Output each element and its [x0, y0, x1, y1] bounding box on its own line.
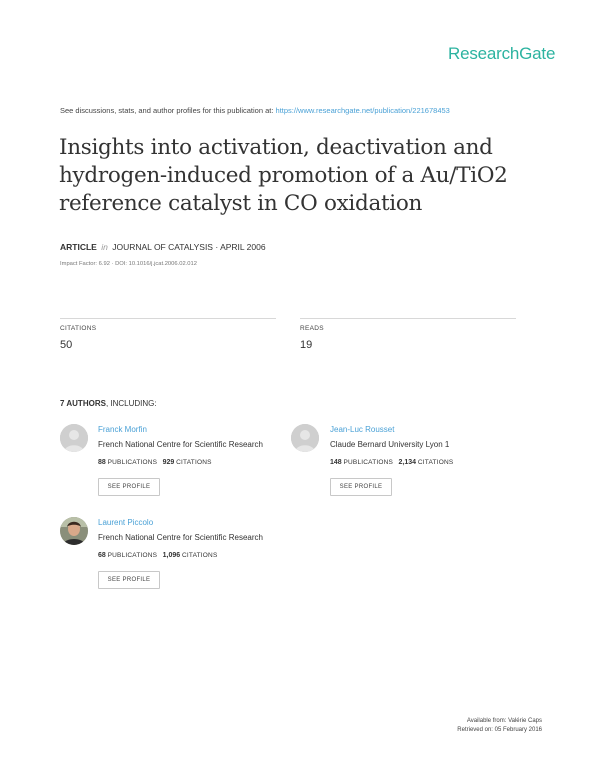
author-stats: [98, 552, 218, 559]
paper-type: ARTICLE: [60, 242, 97, 252]
journal-line[interactable]: JOURNAL OF CATALYSIS · APRIL 2006: [112, 242, 266, 252]
author-photo-icon: [60, 517, 88, 545]
researchgate-logo[interactable]: ResearchGate: [448, 44, 556, 63]
available-from: Available from: Valérie Caps: [466, 718, 542, 724]
author-institution: Claude Bernard University Lyon 1: [330, 440, 450, 449]
discussion-text: See discussions, stats, and author profiles for this publication at:: [60, 106, 276, 115]
discussion-notice: [60, 106, 450, 115]
citations-count: 929: [162, 459, 175, 466]
author-name[interactable]: Jean-Luc Rousset: [330, 425, 395, 434]
publications-label: PUBLICATIONS: [107, 459, 158, 466]
retrieved-on: Retrieved on: 05 February 2016: [457, 727, 542, 733]
paper-title: Insights into activation, deactivation and hydrogen-induced promotion of a Au/TiO2 reference catalyst in CO oxidation: [59, 135, 508, 216]
publication-link[interactable]: https://www.researchgate.net/publication/221678453: [275, 106, 450, 115]
publications-count: 148: [330, 459, 342, 466]
impact-line: Impact Factor: 6.92 · DOI: 10.1016/j.jcat.2006.02.012: [60, 261, 197, 267]
reads-label: READS: [300, 325, 324, 332]
citations-divider: [60, 318, 276, 319]
author-institution: French National Centre for Scientific Research: [98, 533, 263, 542]
paper-meta: [60, 242, 266, 252]
see-profile-button[interactable]: SEE PROFILE: [330, 478, 392, 496]
authors-header: [60, 399, 157, 408]
authors-count: 7 AUTHORS: [60, 399, 106, 408]
publications-label: PUBLICATIONS: [107, 552, 158, 559]
person-silhouette-icon: [60, 424, 88, 452]
citations-label: CITATIONS: [60, 325, 97, 332]
publications-count: 68: [98, 552, 106, 559]
publications-label: PUBLICATIONS: [343, 459, 394, 466]
see-profile-button[interactable]: SEE PROFILE: [98, 571, 160, 589]
author-name[interactable]: Laurent Piccolo: [98, 518, 154, 527]
author-stats: [98, 459, 212, 466]
citations-label: CITATIONS: [417, 459, 454, 466]
citations-count: 2,134: [398, 459, 417, 466]
author-stats: [330, 459, 453, 466]
reads-divider: [300, 318, 516, 319]
citations-count: 1,096: [162, 552, 181, 559]
see-profile-button[interactable]: SEE PROFILE: [98, 478, 160, 496]
avatar-photo[interactable]: [60, 517, 88, 545]
author-institution: French National Centre for Scientific Research: [98, 440, 263, 449]
authors-suffix: , INCLUDING:: [105, 399, 157, 408]
citations-label: CITATIONS: [181, 552, 218, 559]
in-word: in: [101, 242, 108, 252]
avatar-placeholder-icon[interactable]: [60, 424, 88, 452]
publications-count: 88: [98, 459, 106, 466]
citations-label: CITATIONS: [176, 459, 212, 466]
avatar-placeholder-icon[interactable]: [291, 424, 319, 452]
reads-value: 19: [300, 339, 313, 351]
citations-value: 50: [60, 339, 73, 351]
person-silhouette-icon: [291, 424, 319, 452]
author-name[interactable]: Franck Morfin: [98, 425, 147, 434]
